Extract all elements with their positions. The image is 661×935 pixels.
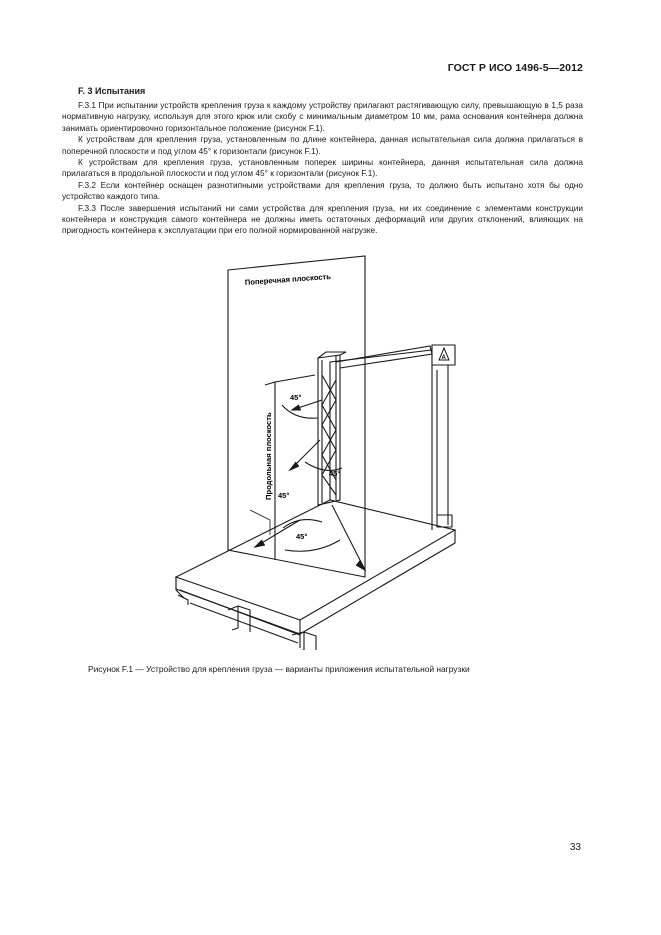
section-title: F. 3 Испытания: [78, 86, 146, 96]
center-beam: [228, 606, 250, 632]
angle-label-post: 45°: [329, 469, 341, 478]
angle-label-base: 45°: [278, 491, 290, 500]
paragraph-f33: F.3.3 После завершения испытаний ни сами устройства для крепления груза, ни их соединение с элементами конструкции контейнера и конструкция самого контейнера не должны иметь остаточных деформаций или других отклонений, влияющих на пригодность контейнера к эксплуатации при его полной нормированной нагрузке.: [62, 202, 583, 236]
body-text: [62, 100, 583, 237]
paragraph-f32: F.3.2 Если контейнер оснащен разнотипными устройствами для крепления груза, то должно быть испытано хотя бы одно устройство каждого типа.: [62, 179, 583, 202]
figure-caption: Рисунок F.1 — Устройство для крепления груза — варианты приложения испытательной нагрузки: [88, 664, 470, 674]
marker-label: A: [441, 355, 446, 361]
angle-label-transverse: 45°: [296, 532, 308, 541]
cross-beam: [292, 632, 316, 650]
base-floor-plate: [176, 500, 455, 620]
corner-post: [318, 355, 340, 505]
longitudinal-plane-label: Продольная плоскость: [264, 412, 273, 500]
angle-label-upper: 45°: [290, 393, 302, 402]
transverse-plane-label: Поперечная плоскость: [244, 271, 332, 287]
figure-cargo-securing-device: [170, 250, 470, 650]
page-number: 33: [569, 842, 581, 853]
document-header: ГОСТ Р ИСО 1496-5—2012: [447, 62, 583, 74]
end-frame: [330, 350, 432, 530]
paragraph-f31: F.3.1 При испытании устройств крепления груза к каждому устройству прилагают растягивающую силу, превышающую в 1,5 раза нормативную нагрузку, используя для этого крюк или скобу с минимальным диаметром 10 мм, рама основания контейнера должна занимать ориентировочно горизонтальное положение (рисунок F.1).: [62, 100, 583, 133]
paragraph-longitudinal: К устройствам для крепления груза, установленным по длине контейнера, данная испытательная сила должна прилагаться в поперечной плоскости и под углом 45° к горизонтали (рисунок F.1).: [62, 134, 583, 156]
paragraph-transverse: К устройствам для крепления груза, установленным поперек ширины контейнера, данная испытательная сила должна прилагаться в продольной плоскости и под углом 45° к горизонтали (рисунок F.1).: [62, 157, 583, 179]
top-rail: [336, 346, 432, 368]
